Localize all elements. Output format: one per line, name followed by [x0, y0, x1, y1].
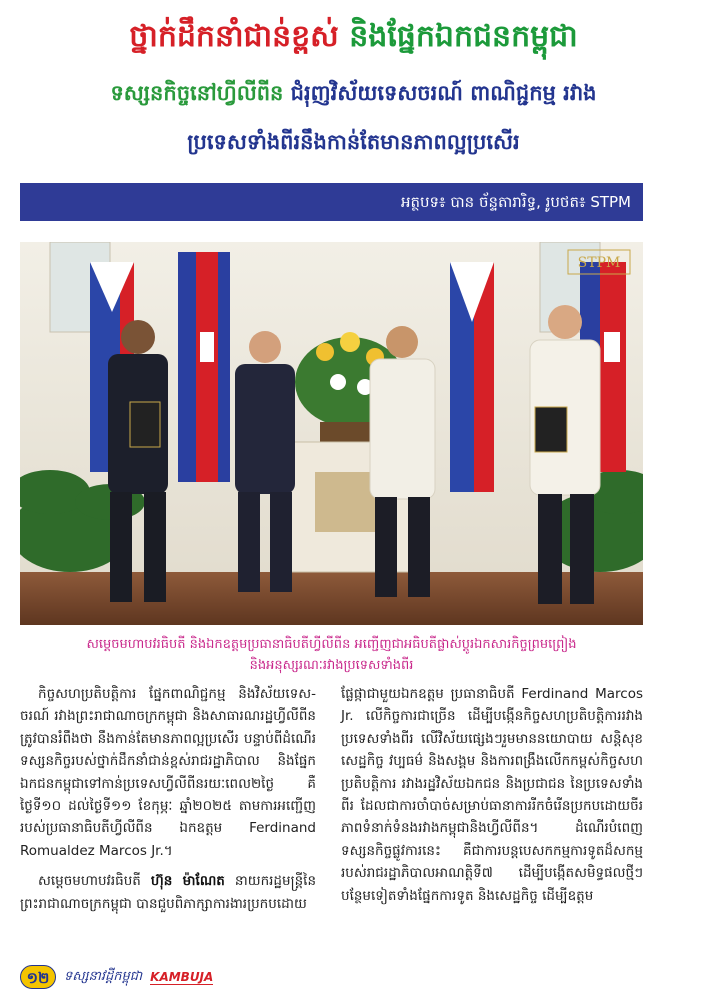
body-text: នាយករដ្ឋមន្ត្រីនៃព្រះរាជាណាចក្រកម្ពុជា បានជួបពិភាក្សាការងារប្រកបដោយ	[20, 873, 317, 912]
article-photo	[20, 242, 643, 625]
body-text: សម្តេចមហាបវរធិបតី	[38, 873, 151, 890]
photo-caption	[20, 634, 643, 676]
caption-line-1: សម្តេចមហាបវរធិបតី និងឯកឧត្តមប្រធានាធិបតីហ្វីលីពីន អញ្ជើញជាអធិបតីផ្លាស់ប្តូរឯកសារកិច្ចព្រមព្រៀង	[86, 637, 577, 652]
subhead-blue-text: ជំរុញវិស័យទេសចរណ៍ ពាណិជ្ជកម្ម រវាង	[290, 81, 597, 105]
byline-bar: អត្ថបទ៖ បាន ច័ន្ទតារារិទ្ធ, រូបថត៖ STPM	[20, 183, 643, 221]
page-footer	[20, 962, 280, 992]
headline-line-3: ប្រទេសទាំងពីរនឹងកាន់តែមានភាពល្អប្រសើរ	[187, 130, 520, 154]
signing-ceremony-photo	[20, 242, 643, 625]
page-number: ១២	[20, 965, 56, 989]
headline-green-text: និងផ្នែកឯកជនកម្ពុជា	[349, 19, 578, 54]
caption-line-2: និងអនុស្សរណៈរវាងប្រទេសទាំងពីរ	[249, 658, 414, 673]
body-column-left	[20, 683, 316, 915]
cambodian-flag-left	[178, 252, 230, 482]
body-paragraph	[20, 870, 316, 915]
body-column-right	[341, 683, 643, 907]
headline-red-text: ថ្នាក់ដឹកនាំជាន់ខ្ពស់	[129, 19, 339, 54]
body-paragraph: ផ្លែផ្កាជាមួយឯកឧត្តម ប្រធានាធិបតី Ferdinand Marcos Jr. លើកិច្ចការជាច្រើន ដើម្បីបង្កើនកិច្ចសហប្រតិបត្តិការរវាងប្រទេសទាំងពីរ លើវិស័យផ្សេងៗរួមមាននយោបាយ សន្តិសុខ សេដ្ឋកិច្ច វប្បធម៌ និងសង្គម និងការពង្រឹងលើកកម្ពស់កិច្ចសហប្រតិបត្តិការ រវាងរដ្ឋវិស័យឯកជន និងប្រជាជន នៃប្រទេសទាំងពីរ ដែលជាការចាំបាច់សម្រាប់ធានាការរីកចំរើនប្រកបដោយចីរភាពទំនាក់ទំនងរវាងកម្ពុជានិងហ្វីលីពីន។ ដំណើរបំពេញទស្សនកិច្ចផ្លូវការនេះ គឺជាការបន្តបេសកកម្មការទូតដ៏សកម្មរបស់រាជរដ្ឋាភិបាលអាណត្តិទី៧ ដើម្បីបង្កើតសមិទ្ធផលថ្មីៗបន្ថែមទៀតទាំងផ្នែកការទូត និងសេដ្ឋកិច្ច ដើម្បីឧត្តម	[341, 686, 643, 904]
headline-line-2	[0, 76, 707, 110]
person-name-bold: ហ៊ុន ម៉ាណែត	[150, 873, 225, 890]
watermark-text: STPM	[577, 255, 621, 271]
subhead-green-text: ទស្សនកិច្ចនៅហ្វីលីពីន	[110, 81, 284, 105]
magazine-name: ទស្សនាវដ្តីកម្ពុជា	[64, 968, 143, 984]
body-paragraph: កិច្ចសហប្រតិបត្តិការ ផ្នែកពាណិជ្ជកម្ម និងវិស័យទេស-ចរណ៍ រវាងព្រះរាជាណាចក្រកម្ពុជា និងសាធារណរដ្ឋហ្វីលីពីន ត្រូវបានរំពឹងថា នឹងកាន់តែមានភាពល្អប្រសើរ បន្ទាប់ពីដំណើរទស្សនកិច្ចរបស់ថ្នាក់ដឹកនាំជាន់ខ្ពស់រាជរដ្ឋាភិបាល និងផ្នែកឯកជនកម្ពុជាទៅកាន់ប្រទេសហ្វីលីពីនរយៈពេល២ថ្ងៃ គឺថ្ងៃទី១០ ដល់ថ្ងៃទី១១ ខែកុម្ភៈ ឆ្នាំ២០២៥ តាមការអញ្ជើញរបស់ប្រធានាធិបតីហ្វីលីពីន ឯកឧត្តម Ferdinand Romualdez Marcos Jr.។	[20, 686, 316, 859]
brand-name: KAMBUJA	[150, 969, 214, 984]
headline-line-1	[0, 14, 707, 60]
philippine-flag-right	[450, 262, 494, 492]
